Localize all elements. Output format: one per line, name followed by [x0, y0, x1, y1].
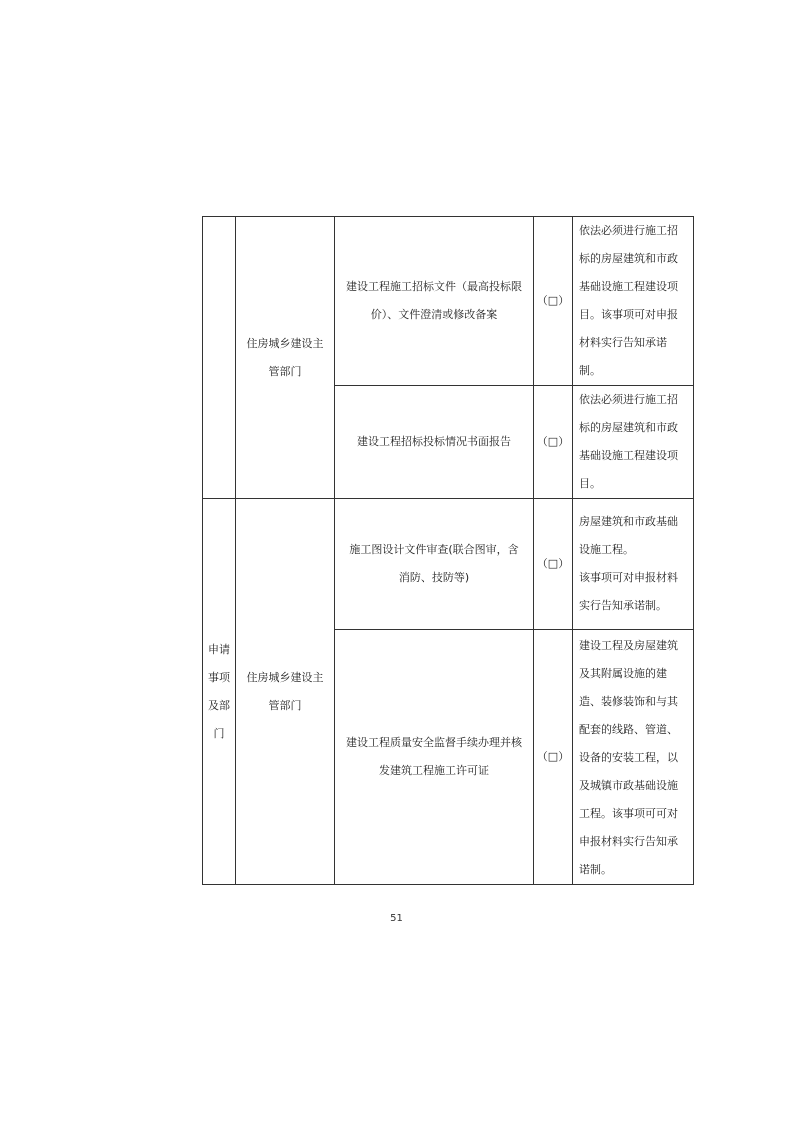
checkbox-mark: （□） [534, 217, 573, 386]
scope-note: 该事项可对申报材料实行告知承诺制。 [579, 571, 678, 612]
requirements-table [202, 216, 693, 876]
item-cell: 施工图设计文件审查(联合图审，含消防、技防等) [335, 499, 534, 630]
page-number: 51 [390, 913, 403, 924]
item-cell: 建设工程招标投标情况书面报告 [335, 386, 534, 499]
checkbox-mark: （□） [534, 499, 573, 630]
scope-cell: 依法必须进行施工招标的房屋建筑和市政基础设施工程建设项目。 [573, 386, 694, 499]
table-row [203, 499, 694, 630]
item-cell: 建设工程施工招标文件（最高投标限价）、文件澄清或修改备案 [335, 217, 534, 386]
table [202, 216, 694, 885]
department-cell: 住房城乡建设主管部门 [236, 217, 335, 499]
category-cell-empty [203, 217, 236, 499]
department-cell: 住房城乡建设主管部门 [236, 499, 335, 885]
item-cell: 建设工程质量安全监督手续办理并核发建筑工程施工许可证 [335, 630, 534, 885]
checkbox-mark: （□） [534, 386, 573, 499]
checkbox-mark: （□） [534, 630, 573, 885]
scope-cell: 依法必须进行施工招标的房屋建筑和市政基础设施工程建设项目。该事项可对申报材料实行告知承诺制。 [573, 217, 694, 386]
scope-cell: 建设工程及房屋建筑及其附属设施的建造、装修装饰和与其配套的线路、管道、设备的安装工程，以及城镇市政基础设施工程。该事项可可对申报材料实行告知承诺制。 [573, 630, 694, 885]
scope-cell [573, 499, 694, 630]
scope-text: 房屋建筑和市政基础设施工程。 [579, 515, 678, 556]
table-row [203, 217, 694, 386]
category-cell: 申请事项及部门 [203, 499, 236, 885]
